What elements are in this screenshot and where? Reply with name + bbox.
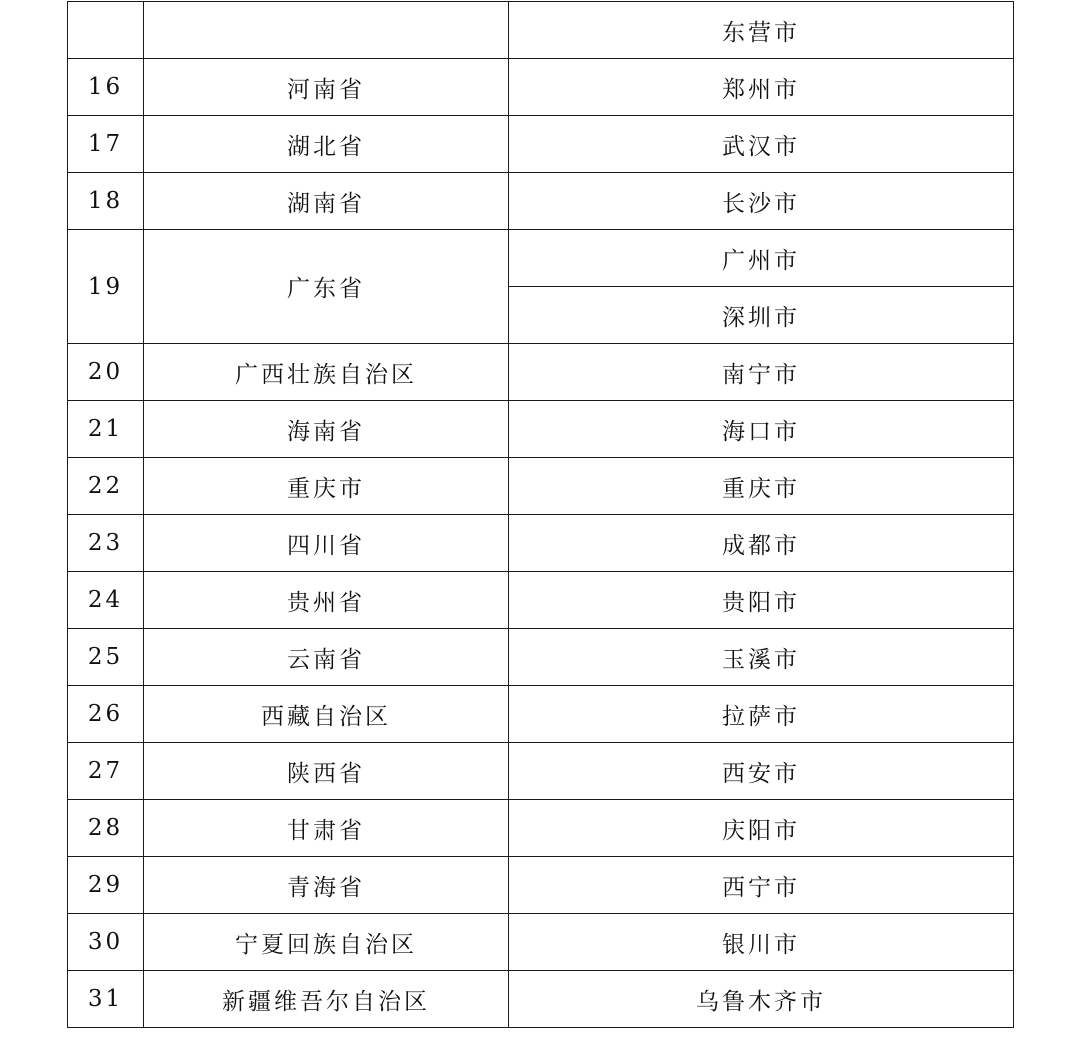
table-row [68, 743, 1014, 800]
table-row [68, 971, 1014, 1028]
table-row [68, 686, 1014, 743]
province-cell: 湖北省 [144, 116, 509, 173]
city-cell: 玉溪市 [509, 629, 1014, 686]
province-cell: 广西壮族自治区 [144, 344, 509, 401]
row-number-cell: 30 [68, 914, 144, 971]
table-body [68, 2, 1014, 1028]
table-row [68, 629, 1014, 686]
province-cell: 贵州省 [144, 572, 509, 629]
row-number-cell [68, 2, 144, 59]
table-row [68, 914, 1014, 971]
province-cell: 四川省 [144, 515, 509, 572]
table-row [68, 2, 1014, 59]
city-cell: 贵阳市 [509, 572, 1014, 629]
table-row [68, 458, 1014, 515]
row-number-cell: 25 [68, 629, 144, 686]
city-cell: 南宁市 [509, 344, 1014, 401]
table-row [68, 401, 1014, 458]
table-row [68, 173, 1014, 230]
province-cell: 云南省 [144, 629, 509, 686]
table-row [68, 572, 1014, 629]
row-number-cell: 18 [68, 173, 144, 230]
row-number-cell: 21 [68, 401, 144, 458]
province-cell: 甘肃省 [144, 800, 509, 857]
province-cell: 河南省 [144, 59, 509, 116]
row-number-cell: 22 [68, 458, 144, 515]
province-cell: 海南省 [144, 401, 509, 458]
city-cell: 重庆市 [509, 458, 1014, 515]
row-number-cell: 23 [68, 515, 144, 572]
row-number-cell: 17 [68, 116, 144, 173]
province-cell: 陕西省 [144, 743, 509, 800]
province-cell: 广东省 [144, 230, 509, 344]
table-row [68, 116, 1014, 173]
city-cell: 银川市 [509, 914, 1014, 971]
province-cell [144, 2, 509, 59]
city-cell: 武汉市 [509, 116, 1014, 173]
row-number-cell: 29 [68, 857, 144, 914]
table-row [68, 344, 1014, 401]
city-cell: 西安市 [509, 743, 1014, 800]
city-cell: 庆阳市 [509, 800, 1014, 857]
row-number-cell: 28 [68, 800, 144, 857]
table-row [68, 800, 1014, 857]
row-number-cell: 24 [68, 572, 144, 629]
city-cell: 海口市 [509, 401, 1014, 458]
province-cell: 湖南省 [144, 173, 509, 230]
row-number-cell: 31 [68, 971, 144, 1028]
province-cell: 重庆市 [144, 458, 509, 515]
region-table [67, 1, 1014, 1028]
row-number-cell: 16 [68, 59, 144, 116]
province-cell: 宁夏回族自治区 [144, 914, 509, 971]
city-cell: 乌鲁木齐市 [509, 971, 1014, 1028]
row-number-cell: 27 [68, 743, 144, 800]
row-number-cell: 26 [68, 686, 144, 743]
city-cell: 郑州市 [509, 59, 1014, 116]
row-number-cell: 19 [68, 230, 144, 344]
city-cell: 长沙市 [509, 173, 1014, 230]
city-cell: 西宁市 [509, 857, 1014, 914]
row-number-cell: 20 [68, 344, 144, 401]
province-cell: 西藏自治区 [144, 686, 509, 743]
city-cell: 拉萨市 [509, 686, 1014, 743]
table-row [68, 857, 1014, 914]
city-cell: 广州市 [509, 230, 1014, 287]
table-row [68, 515, 1014, 572]
province-cell: 新疆维吾尔自治区 [144, 971, 509, 1028]
city-cell: 深圳市 [509, 287, 1014, 344]
city-cell: 成都市 [509, 515, 1014, 572]
province-cell: 青海省 [144, 857, 509, 914]
table-row [68, 230, 1014, 287]
table-row [68, 59, 1014, 116]
city-cell: 东营市 [509, 2, 1014, 59]
